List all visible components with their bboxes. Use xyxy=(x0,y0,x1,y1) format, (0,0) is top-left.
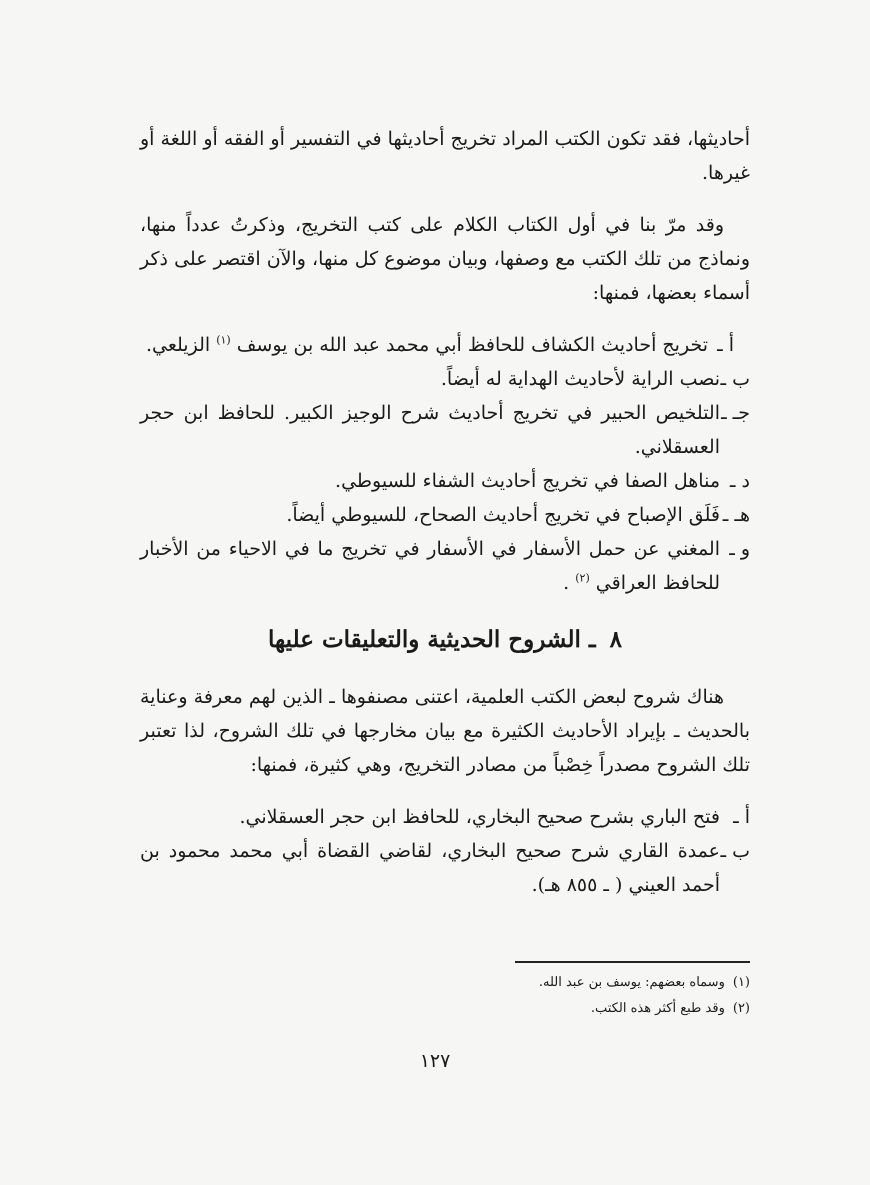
list-item xyxy=(140,834,750,902)
list-item-text: نصب الراية لأحاديث الهداية له أيضاً. xyxy=(440,368,720,390)
list-marker: د ـ xyxy=(729,470,750,492)
section-title: ـ الشروح الحديثية والتعليقات عليها xyxy=(268,626,596,653)
list-item-text: فَلَق الإصباح في تخريج أحاديث الصحاح، للسيوطي أيضاً. xyxy=(286,504,720,526)
list-marker: جـ ـ xyxy=(721,402,750,424)
paragraph-intro-commentaries: هناك شروح لبعض الكتب العلمية، اعتنى مصنفوها ـ الذين لهم معرفة وعناية بالحديث ـ بإيراد الأحاديث الكثيرة مع بيان مخارجها في تلك الشروح، لذا تعتبر تلك الشروح مصدراً خِصْباً من مصادر التخريج، وهي كثيرة، فمنها: xyxy=(140,686,750,776)
footnote-divider xyxy=(515,961,750,963)
list-item xyxy=(140,498,750,532)
list-marker: ب ـ xyxy=(720,368,750,390)
list-item-text: تخريج أحاديث الكشاف للحافظ أبي محمد عبد الله بن يوسف xyxy=(236,334,708,356)
list-marker: هـ ـ xyxy=(722,504,750,526)
paragraph-continuation: أحاديثها، فقد تكون الكتب المراد تخريج أحاديثها في التفسير أو الفقه أو اللغة أو غيرها. xyxy=(140,128,750,184)
list-item xyxy=(140,328,750,362)
list-item-text: التلخيص الحبير في تخريج أحاديث شرح الوجيز الكبير. للحافظ ابن حجر العسقلاني. xyxy=(140,402,720,458)
section-heading xyxy=(140,620,750,660)
takhrij-books-list xyxy=(140,328,750,600)
page-number: ١٢٧ xyxy=(419,1050,451,1072)
footnote-text: وقد طبع أكثر هذه الكتب. xyxy=(590,1001,725,1016)
section-number: ٨ xyxy=(609,626,622,653)
list-item-text-after: . xyxy=(563,572,570,594)
list-item-text: عمدة القاري شرح صحيح البخاري، لقاضي القضاة أبي محمد محمود بن أحمد العيني ( ـ ٨٥٥ هـ). xyxy=(140,840,720,896)
footnote-ref[interactable]: (١) xyxy=(216,333,231,347)
spacer xyxy=(140,782,750,800)
list-item xyxy=(140,464,750,498)
footnote-number: (٢) xyxy=(732,1001,750,1016)
footnotes xyxy=(140,970,750,1022)
paragraph-intro-takhrij-books: وقد مرّ بنا في أول الكتاب الكلام على كتب التخريج، وذكرتُ عدداً منها، ونماذج من تلك الكتب مع وصفها، وبيان موضوع كل منها، والآن اقتصر على ذكر أسماء بعضها، فمنها: xyxy=(140,214,750,304)
footnote-number: (١) xyxy=(732,975,750,990)
list-item xyxy=(140,800,750,834)
list-item xyxy=(140,362,750,396)
list-marker: و ـ xyxy=(729,538,750,560)
list-marker: أ ـ xyxy=(717,334,734,356)
list-item xyxy=(140,532,750,600)
list-item xyxy=(140,396,750,464)
footnote-text: وسماه بعضهم: يوسف بن عبد الله. xyxy=(538,975,725,990)
list-marker: أ ـ xyxy=(733,806,750,828)
commentaries-list xyxy=(140,800,750,902)
footnote-ref[interactable]: (٢) xyxy=(575,571,590,585)
footnote xyxy=(140,970,750,996)
spacer xyxy=(140,190,750,208)
footnote xyxy=(140,996,750,1022)
page-body xyxy=(140,122,750,902)
spacer xyxy=(140,310,750,328)
list-item-text: المغني عن حمل الأسفار في الأسفار في تخريج ما في الاحياء من الأخبار للحافظ العراقي xyxy=(140,538,720,594)
list-item-text: فتح الباري بشرح صحيح البخاري، للحافظ ابن حجر العسقلاني. xyxy=(239,806,720,828)
list-item-text: مناهل الصفا في تخريج أحاديث الشفاء للسيوطي. xyxy=(335,470,720,492)
list-marker: ب ـ xyxy=(720,840,750,862)
list-item-text-after: الزيلعي. xyxy=(145,334,211,356)
